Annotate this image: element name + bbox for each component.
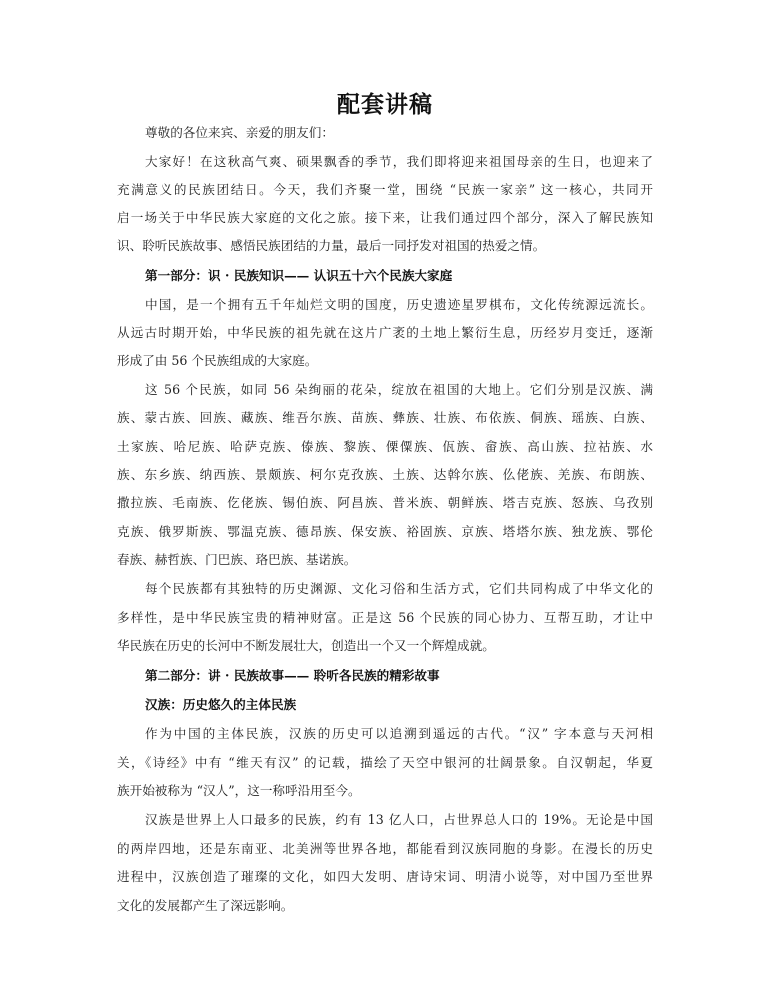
paragraph-line: 关，《诗经》中有 “维天有汉” 的记载，描绘了天空中银河的壮阔景象。自汉朝起，华夏 [117,755,653,770]
document-title: 配套讲稿 [337,91,433,118]
paragraph-line: 从远古时期开始，中华民族的祖先就在这片广袤的土地上繁衍生息，历经岁月变迁，逐渐 [117,325,653,340]
paragraph-line: 每个民族都有其独特的历史渊源、文化习俗和生活方式，它们共同构成了中华文化的 [145,581,653,596]
paragraph-line: 形成了由 56 个民族组成的大家庭。 [117,353,318,368]
paragraph-line: 的两岸四地，还是东南亚、北美洲等世界各地，都能看到汉族同胞的身影。在漫长的历史 [117,841,653,856]
intro-paragraph-line: 识、聆听民族故事、感悟民族团结的力量，最后一同抒发对祖国的热爱之情。 [117,238,546,253]
paragraph-line: 华民族在历史的长河中不断发展壮大，创造出一个又一个辉煌成就。 [117,638,495,653]
paragraph-line: 族、东乡族、纳西族、景颇族、柯尔克孜族、土族、达斡尔族、仫佬族、羌族、布朗族、 [117,467,653,482]
paragraph-line: 这 56 个民族，如同 56 朵绚丽的花朵，绽放在祖国的大地上。它们分别是汉族、满 [145,382,653,397]
paragraph-line: 文化的发展都产生了深远影响。 [117,898,294,913]
paragraph-line: 克族、俄罗斯族、鄂温克族、德昂族、保安族、裕固族、京族、塔塔尔族、独龙族、鄂伦 [117,524,653,539]
section-heading-part-one: 第一部分：识 · 民族知识—— 认识五十六个民族大家庭 [145,268,453,283]
intro-paragraph-line: 大家好！在这秋高气爽、硕果飘香的季节，我们即将迎来祖国母亲的生日，也迎来了 [145,154,653,169]
paragraph-line: 中国，是一个拥有五千年灿烂文明的国度，历史遗迹星罗棋布，文化传统源远流长。 [145,297,653,312]
paragraph-line: 族开始被称为 “汉人”，这一称呼沿用至今。 [117,783,361,798]
paragraph-line: 进程中，汉族创造了璀璨的文化，如四大发明、唐诗宋词、明清小说等，对中国乃至世界 [117,869,653,884]
paragraph-line: 作为中国的主体民族，汉族的历史可以追溯到遥远的古代。“汉” 字本意与天河相 [145,726,653,741]
intro-paragraph-line: 启一场关于中华民族大家庭的文化之旅。接下来，让我们通过四个部分，深入了解民族知 [117,210,653,225]
paragraph-line: 族、蒙古族、回族、藏族、维吾尔族、苗族、彝族、壮族、布依族、侗族、瑶族、白族、 [117,410,653,425]
paragraph-line: 汉族是世界上人口最多的民族，约有 13 亿人口，占世界总人口的 19%。无论是中国 [145,812,653,827]
paragraph-line: 撒拉族、毛南族、仡佬族、锡伯族、阿昌族、普米族、朝鲜族、塔吉克族、怒族、乌孜别 [117,495,653,510]
greeting: 尊敬的各位来宾、亲爱的朋友们： [145,125,334,140]
section-heading-part-two: 第二部分：讲 · 民族故事—— 聆听各民族的精彩故事 [145,668,440,683]
paragraph-line: 春族、赫哲族、门巴族、珞巴族、基诺族。 [117,552,357,567]
intro-paragraph-line: 充满意义的民族团结日。今天，我们齐聚一堂，围绕 “民族一家亲” 这一核心，共同开 [117,182,653,197]
paragraph-line: 多样性，是中华民族宝贵的精神财富。正是这 56 个民族的同心协力、互帮互助，才让中 [117,610,653,625]
paragraph-line: 土家族、哈尼族、哈萨克族、傣族、黎族、傈僳族、佤族、畲族、高山族、拉祜族、水 [117,439,653,454]
subsection-heading-han: 汉族：历史悠久的主体民族 [145,697,297,712]
